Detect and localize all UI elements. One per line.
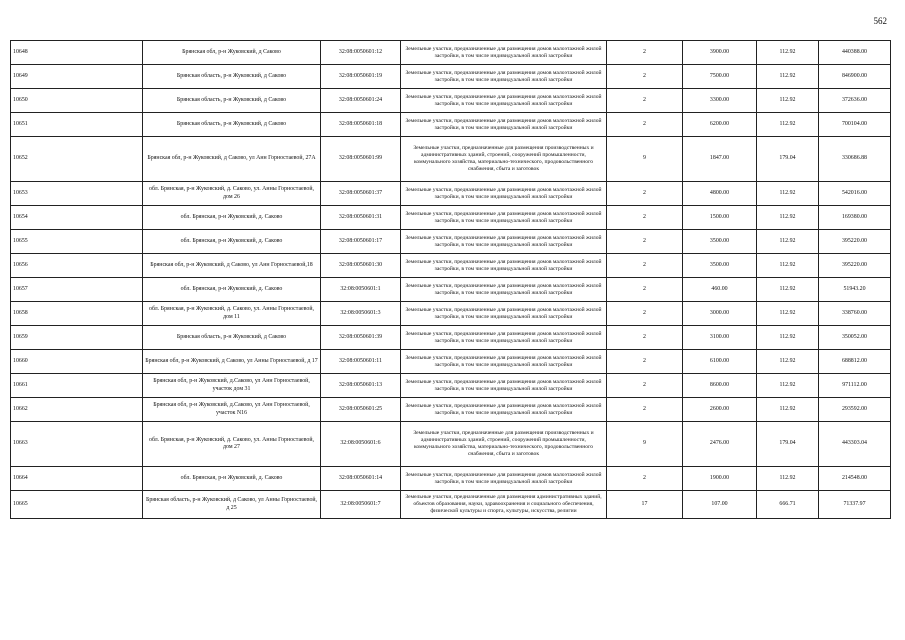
cell-area: 1900.00 (683, 467, 757, 491)
table-row (11, 41, 891, 65)
cell-group: 2 (607, 65, 683, 89)
cell-record-number: 10663 (11, 422, 143, 467)
cell-address: обл. Брянская, р-н Жуковский, д. Саково (143, 467, 321, 491)
cell-cadastral-value: 372636.00 (819, 89, 891, 113)
cell-land-use: Земельные участки, предназначенные для размещения домов малоэтажной жилой застройки, в том числе индивидуальной жилой застройки (401, 326, 607, 350)
cell-cadastral-number: 32:08:0050601:18 (321, 113, 401, 137)
cell-record-number: 10657 (11, 278, 143, 302)
table-row (11, 137, 891, 182)
cell-unit-value: 112.92 (757, 182, 819, 206)
cell-unit-value: 112.92 (757, 254, 819, 278)
cell-cadastral-number: 32:08:0050601:24 (321, 89, 401, 113)
table-row (11, 113, 891, 137)
cell-cadastral-number: 32:08:0050601:99 (321, 137, 401, 182)
cell-area: 3000.00 (683, 302, 757, 326)
cell-land-use: Земельные участки, предназначенные для размещения домов малоэтажной жилой застройки, в том числе индивидуальной жилой застройки (401, 41, 607, 65)
cell-land-use: Земельные участки, предназначенные для размещения домов малоэтажной жилой застройки, в том числе индивидуальной жилой застройки (401, 206, 607, 230)
page-number: 562 (873, 16, 887, 26)
cell-land-use: Земельные участки, предназначенные для размещения домов малоэтажной жилой застройки, в том числе индивидуальной жилой застройки (401, 278, 607, 302)
cell-cadastral-number: 32:08:0050601:31 (321, 206, 401, 230)
cell-unit-value: 179.04 (757, 137, 819, 182)
cell-cadastral-number: 32:08:0050601:1 (321, 278, 401, 302)
cell-group: 2 (607, 41, 683, 65)
cell-address: Брянская область, р-н Жуковский, д Саково, ул Анны Горностаевой, д 25 (143, 491, 321, 519)
cell-unit-value: 112.92 (757, 206, 819, 230)
cell-cadastral-number: 32:08:0050601:25 (321, 398, 401, 422)
cell-cadastral-value: 846900.00 (819, 65, 891, 89)
cell-cadastral-value: 293592.00 (819, 398, 891, 422)
cell-unit-value: 112.92 (757, 113, 819, 137)
cell-area: 6200.00 (683, 113, 757, 137)
table-row (11, 374, 891, 398)
cell-cadastral-value: 971112.00 (819, 374, 891, 398)
cell-unit-value: 112.92 (757, 467, 819, 491)
cell-area: 2600.00 (683, 398, 757, 422)
cell-land-use: Земельные участки, предназначенные для размещения домов малоэтажной жилой застройки, в том числе индивидуальной жилой застройки (401, 113, 607, 137)
cell-record-number: 10652 (11, 137, 143, 182)
cell-group: 9 (607, 137, 683, 182)
cell-group: 2 (607, 374, 683, 398)
cell-address: Брянская обл, р-н Жуковский, д.Саково, ул Анн Горностаевой, участок дом 31 (143, 374, 321, 398)
cell-group: 2 (607, 230, 683, 254)
cell-land-use: Земельные участки, предназначенные для размещения домов малоэтажной жилой застройки, в том числе индивидуальной жилой застройки (401, 254, 607, 278)
cell-land-use: Земельные участки, предназначенные для размещения домов малоэтажной жилой застройки, в том числе индивидуальной жилой застройки (401, 467, 607, 491)
cell-area: 8600.00 (683, 374, 757, 398)
cell-address: обл. Брянская, р-н Жуковский, д. Саково (143, 230, 321, 254)
cell-unit-value: 112.92 (757, 41, 819, 65)
table-row (11, 182, 891, 206)
cell-record-number: 10651 (11, 113, 143, 137)
cell-cadastral-number: 32:08:0050601:6 (321, 422, 401, 467)
cell-record-number: 10664 (11, 467, 143, 491)
cell-area: 6100.00 (683, 350, 757, 374)
cell-address: Брянская область, р-н Жуковский, д Саково (143, 113, 321, 137)
cell-area: 4800.00 (683, 182, 757, 206)
cell-land-use: Земельные участки, предназначенные для размещения домов малоэтажной жилой застройки, в том числе индивидуальной жилой застройки (401, 230, 607, 254)
cell-record-number: 10653 (11, 182, 143, 206)
cell-area: 3300.00 (683, 89, 757, 113)
table-row (11, 206, 891, 230)
cell-area: 7500.00 (683, 65, 757, 89)
cell-address: Брянская обл, р-н Жуковский, д Саково (143, 41, 321, 65)
cell-record-number: 10661 (11, 374, 143, 398)
table-row (11, 467, 891, 491)
cell-land-use: Земельные участки, предназначенные для размещения домов малоэтажной жилой застройки, в том числе индивидуальной жилой застройки (401, 374, 607, 398)
cell-address: обл. Брянская, р-н Жуковский, д. Саково, ул. Анны Горностаевой, дом 26 (143, 182, 321, 206)
table-row (11, 422, 891, 467)
cell-cadastral-number: 32:08:0050601:19 (321, 65, 401, 89)
cell-record-number: 10654 (11, 206, 143, 230)
cell-group: 2 (607, 113, 683, 137)
cell-cadastral-number: 32:08:0050601:13 (321, 374, 401, 398)
cell-land-use: Земельные участки, предназначенные для размещения домов малоэтажной жилой застройки, в том числе индивидуальной жилой застройки (401, 350, 607, 374)
cell-area: 3100.00 (683, 326, 757, 350)
cell-cadastral-number: 32:08:0050601:3 (321, 302, 401, 326)
cell-area: 3900.00 (683, 41, 757, 65)
cell-area: 460.00 (683, 278, 757, 302)
cell-group: 2 (607, 278, 683, 302)
cell-record-number: 10648 (11, 41, 143, 65)
cell-group: 2 (607, 206, 683, 230)
cell-record-number: 10650 (11, 89, 143, 113)
cell-cadastral-value: 542016.00 (819, 182, 891, 206)
table-row (11, 89, 891, 113)
cell-group: 2 (607, 182, 683, 206)
cell-cadastral-number: 32:08:0050601:39 (321, 326, 401, 350)
cell-cadastral-value: 214548.00 (819, 467, 891, 491)
cell-cadastral-value: 71337.97 (819, 491, 891, 519)
table-row (11, 326, 891, 350)
cell-cadastral-number: 32:08:0050601:37 (321, 182, 401, 206)
cell-cadastral-value: 338760.00 (819, 302, 891, 326)
cell-group: 2 (607, 350, 683, 374)
cell-land-use: Земельные участки, предназначенные для размещения производственных и административных зданий, строений, сооружений промышленности, коммунального хозяйства, материально-технического, продовольственного снабжения, сбыта и заготовок (401, 422, 607, 467)
table-body (11, 41, 891, 519)
cell-record-number: 10659 (11, 326, 143, 350)
cell-unit-value: 112.92 (757, 230, 819, 254)
cell-unit-value: 112.92 (757, 374, 819, 398)
cell-address: обл. Брянская, р-н Жуковский, д. Саково, ул. Анны Горностаевой, дом 27 (143, 422, 321, 467)
cell-cadastral-value: 350052.00 (819, 326, 891, 350)
cell-record-number: 10649 (11, 65, 143, 89)
cell-land-use: Земельные участки, предназначенные для размещения домов малоэтажной жилой застройки, в том числе индивидуальной жилой застройки (401, 302, 607, 326)
cell-cadastral-value: 395220.00 (819, 230, 891, 254)
cell-cadastral-value: 688812.00 (819, 350, 891, 374)
cell-cadastral-number: 32:08:0050601:11 (321, 350, 401, 374)
cell-land-use: Земельные участки, предназначенные для размещения домов малоэтажной жилой застройки, в том числе индивидуальной жилой застройки (401, 398, 607, 422)
cell-address: Брянская область, р-н Жуковский, д Саково (143, 65, 321, 89)
cell-record-number: 10656 (11, 254, 143, 278)
table-row (11, 350, 891, 374)
cell-cadastral-number: 32:08:0050601:17 (321, 230, 401, 254)
cell-record-number: 10665 (11, 491, 143, 519)
cell-area: 2476.00 (683, 422, 757, 467)
cell-area: 3500.00 (683, 230, 757, 254)
cell-group: 2 (607, 467, 683, 491)
table-row (11, 230, 891, 254)
cell-group: 17 (607, 491, 683, 519)
cell-unit-value: 112.92 (757, 350, 819, 374)
cell-unit-value: 112.92 (757, 65, 819, 89)
cell-unit-value: 112.92 (757, 398, 819, 422)
table-row (11, 278, 891, 302)
cell-address: обл. Брянская, р-н Жуковский, д. Саково (143, 206, 321, 230)
cell-cadastral-value: 169380.00 (819, 206, 891, 230)
cell-area: 1847.00 (683, 137, 757, 182)
cell-land-use: Земельные участки, предназначенные для размещения производственных и административных зданий, строений, сооружений промышленности, коммунального хозяйства, материально-технического, продовольственного снабжения, сбыта и заготовок (401, 137, 607, 182)
cell-land-use: Земельные участки, предназначенные для размещения домов малоэтажной жилой застройки, в том числе индивидуальной жилой застройки (401, 89, 607, 113)
cell-group: 2 (607, 326, 683, 350)
cadastral-value-table (10, 40, 891, 519)
cell-area: 1500.00 (683, 206, 757, 230)
cell-address: обл. Брянская, р-н Жуковский, д. Саково, ул. Анны Горностаевой, дом 11 (143, 302, 321, 326)
cell-area: 107.00 (683, 491, 757, 519)
cell-cadastral-value: 395220.00 (819, 254, 891, 278)
cell-cadastral-value: 443303.04 (819, 422, 891, 467)
cell-group: 9 (607, 422, 683, 467)
cell-group: 2 (607, 398, 683, 422)
cell-unit-value: 112.92 (757, 89, 819, 113)
table-row (11, 65, 891, 89)
table-row (11, 302, 891, 326)
cell-area: 3500.00 (683, 254, 757, 278)
cell-address: Брянская область, р-н Жуковский, д Саково (143, 89, 321, 113)
cell-record-number: 10660 (11, 350, 143, 374)
cell-group: 2 (607, 89, 683, 113)
cell-cadastral-number: 32:08:0050601:14 (321, 467, 401, 491)
cell-unit-value: 112.92 (757, 302, 819, 326)
cell-land-use: Земельные участки, предназначенные для размещения домов малоэтажной жилой застройки, в том числе индивидуальной жилой застройки (401, 182, 607, 206)
cell-record-number: 10658 (11, 302, 143, 326)
cell-unit-value: 112.92 (757, 326, 819, 350)
cell-unit-value: 666.71 (757, 491, 819, 519)
cell-group: 2 (607, 254, 683, 278)
cell-address: Брянская обл, р-н Жуковский, д Саково, ул Анн Горностаевой,18 (143, 254, 321, 278)
table-row (11, 398, 891, 422)
cell-cadastral-number: 32:08:0050601:12 (321, 41, 401, 65)
cell-cadastral-value: 440388.00 (819, 41, 891, 65)
cell-address: обл. Брянская, р-н Жуковский, д. Саково (143, 278, 321, 302)
cell-group: 2 (607, 302, 683, 326)
cell-land-use: Земельные участки, предназначенные для размещения домов малоэтажной жилой застройки, в том числе индивидуальной жилой застройки (401, 65, 607, 89)
cell-address: Брянская область, р-н Жуковский, д Саково (143, 326, 321, 350)
table-row (11, 491, 891, 519)
table-row (11, 254, 891, 278)
cell-record-number: 10655 (11, 230, 143, 254)
cell-cadastral-value: 330686.88 (819, 137, 891, 182)
cell-unit-value: 179.04 (757, 422, 819, 467)
cell-unit-value: 112.92 (757, 278, 819, 302)
cell-address: Брянская обл, р-н Жуковский, д.Саково, ул Анн Горностаевой, участок N16 (143, 398, 321, 422)
cell-cadastral-value: 700104.00 (819, 113, 891, 137)
cell-cadastral-number: 32:08:0050601:7 (321, 491, 401, 519)
cell-address: Брянская обл, р-н Жуковский, д Саково, ул Анн Горностаевой, 27А (143, 137, 321, 182)
cell-address: Брянская обл, р-н Жуковский, д Саково, ул Анны Горностаевой, д 17 (143, 350, 321, 374)
cell-land-use: Земельные участки, предназначенные для размещения административных зданий, объектов образования, науки, здравоохранения и социального обеспечения, физической культуры и спорта, культуры, искусства, религии (401, 491, 607, 519)
cell-cadastral-value: 51943.20 (819, 278, 891, 302)
cell-cadastral-number: 32:08:0050601:30 (321, 254, 401, 278)
cell-record-number: 10662 (11, 398, 143, 422)
